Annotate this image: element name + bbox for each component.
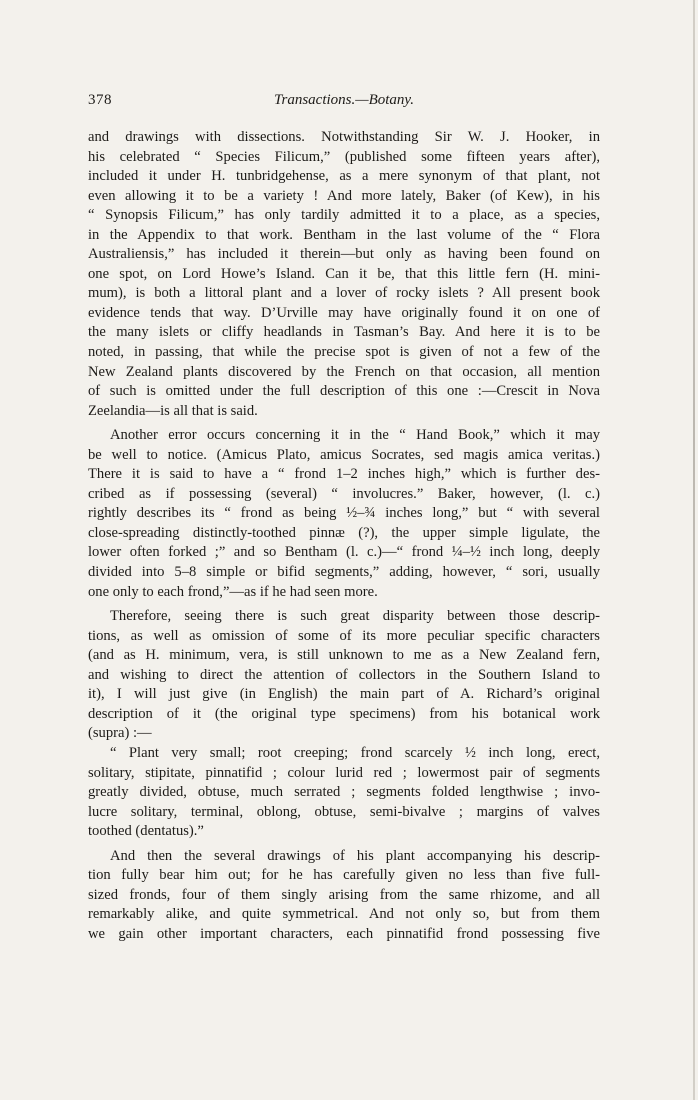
text-line: one only to each frond,”—as if he had seen more.: [88, 583, 378, 600]
text-line: remarkably alike, and quite symmetrical. And not only so, but from them: [88, 906, 600, 923]
text-line: one spot, on Lord Howe’s Island. Can it be, that this little fern (H. mini-: [88, 265, 600, 282]
paragraph: [88, 128, 600, 421]
text-line: his celebrated “ Species Filicum,” (published some fifteen years after),: [88, 148, 600, 165]
text-line: and drawings with dissections. Notwithstanding Sir W. J. Hooker, in: [88, 129, 600, 145]
text-line: we gain other important characters, each pinnatifid frond possessing five: [88, 925, 600, 942]
text-line: greatly divided, obtuse, much serrated ; segments folded lengthwise ; invo-: [88, 784, 600, 801]
body-text: [88, 128, 600, 944]
page-number: 378: [88, 92, 112, 108]
text-line: There it is said to have a “ frond 1–2 inches high,” which is further des-: [88, 466, 600, 483]
text-line: toothed (dentatus).”: [88, 823, 204, 840]
text-line: Australiensis,” has included it therein—but only as having been found on: [88, 246, 600, 263]
running-header: [88, 92, 600, 112]
text-line: Another error occurs concerning it in the “ Hand Book,” which it may: [110, 427, 600, 444]
running-title: Transactions.—Botany.: [273, 92, 415, 108]
text-line: rightly describes its “ frond as being ½–¾ inches long,” but “ with several: [88, 505, 600, 522]
text-line: divided into 5–8 simple or bifid segments,” adding, however, “ sori, usually: [88, 564, 600, 581]
text-line: description of it (the original type specimens) from his botanical work: [88, 705, 600, 722]
text-line: it), I will just give (in English) the main part of A. Richard’s original: [88, 686, 600, 703]
text-line: evidence tends that way. D’Urville may have originally found it on one of: [88, 304, 600, 321]
paragraph: [88, 426, 600, 602]
text-line: Therefore, seeing there is such great disparity between those descrip-: [110, 608, 600, 625]
paragraph: [88, 847, 600, 945]
text-line: “ Plant very small; root creeping; frond scarcely ½ inch long, erect,: [110, 744, 600, 761]
text-line: even allowing it to be a variety ! And more lately, Baker (of Kew), in his: [88, 187, 600, 204]
text-line: solitary, stipitate, pinnatifid ; colour lurid red ; lowermost pair of segments: [88, 764, 600, 781]
paragraph: [88, 607, 600, 744]
text-line: of such is omitted under the full description of this one :—Crescit in Nova: [88, 383, 600, 400]
text-line: and wishing to direct the attention of collectors in the Southern Island to: [88, 666, 600, 683]
text-line: close-spreading distinctly-toothed pinnæ (?), the upper simple ligulate, the: [88, 524, 600, 541]
text-line: lucre solitary, terminal, oblong, obtuse, semi-bivalve ; margins of valves: [88, 803, 600, 820]
text-line: lower often forked ;” and so Bentham (l. c.)—“ frond ¼–½ inch long, deeply: [88, 544, 600, 561]
text-line: noted, in passing, that while the precise spot is given of not a few of the: [88, 344, 600, 361]
text-line: be well to notice. (Amicus Plato, amicus Socrates, sed magis amica veritas.): [88, 446, 600, 463]
text-line: And then the several drawings of his plant accompanying his descrip-: [110, 847, 600, 864]
text-line: the many islets or cliffy headlands in Tasman’s Bay. And here it is to be: [88, 324, 600, 341]
text-line: in the Appendix to that work. Bentham in the last volume of the “ Flora: [88, 226, 600, 243]
text-line: tion fully bear him out; for he has carefully given no less than five full-: [88, 867, 600, 884]
text-line: sized fronds, four of them singly arising from the same rhizome, and all: [88, 886, 600, 903]
text-line: mum), is both a littoral plant and a lover of rocky islets ? All present book: [88, 285, 600, 302]
text-line: cribed as if possessing (several) “ involucres.” Baker, however, (l. c.): [88, 485, 600, 502]
page-edge-shadow: [693, 0, 695, 1100]
text-line: (and as H. minimum, vera, is still unknown to me as a New Zealand fern,: [88, 647, 600, 664]
text-line: tions, as well as omission of some of its more peculiar specific characters: [88, 627, 600, 644]
text-line: “ Synopsis Filicum,” has only tardily admitted it to a place, as a species,: [88, 207, 600, 224]
text-line: (supra) :—: [88, 725, 152, 742]
text-line: New Zealand plants discovered by the French on that occasion, all mention: [88, 363, 600, 380]
text-line: Zeelandia—is all that is said.: [88, 402, 258, 419]
text-line: included it under H. tunbridgehense, as a mere synonym of that plant, not: [88, 168, 600, 185]
quoted-description: [88, 744, 600, 842]
